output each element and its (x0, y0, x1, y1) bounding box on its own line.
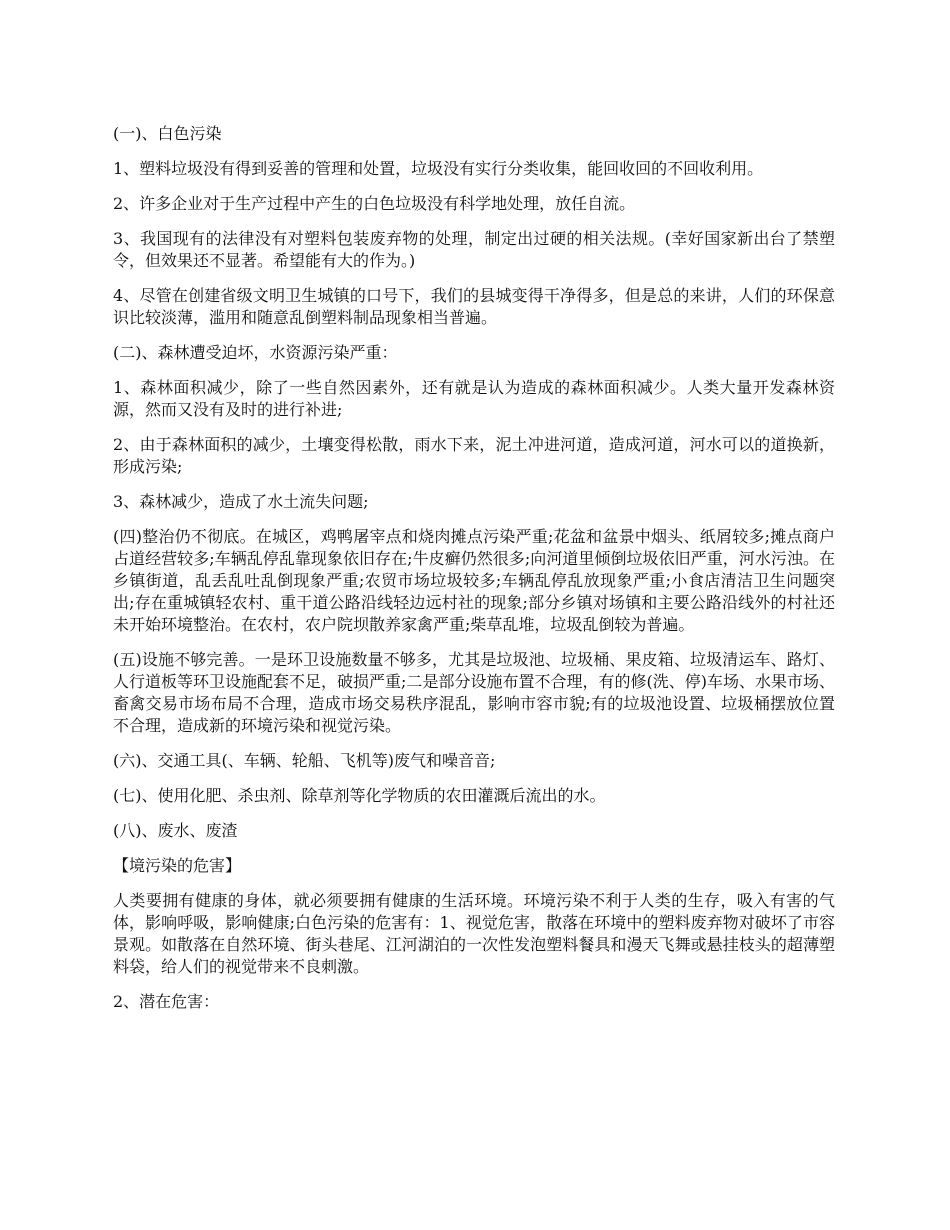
paragraph-enterprise-waste: 2、许多企业对于生产过程中产生的白色垃圾没有科学地处理，放任自流。 (113, 194, 636, 213)
paragraph-plastic-waste: 1、塑料垃圾没有得到妥善的管理和处置，垃圾没有实行分类收集，能回收回的不回收利用。 (113, 159, 764, 178)
paragraph-chemicals: (七)、使用化肥、杀虫剂、除草剂等化学物质的农田灌溉后流出的水。 (113, 786, 606, 805)
paragraph-soil: 2、由于森林面积的减少，土壤变得松散，雨水下来，泥土冲进河道，造成河道，河水可以的道换新，形成污染; (113, 435, 835, 476)
paragraph-erosion: 3、森林减少，造成了水土流失问题; (113, 492, 369, 511)
paragraph-rectification: (四)整治仍不彻底。在城区，鸡鸭屠宰点和烧肉摊点污染严重;花盆和盆景中烟头、纸屑较多;摊点商户占道经营较多;车辆乱停乱靠现象依旧存在;牛皮癣仍然很多;向河道里倾倒垃圾依旧严重，河水污浊。在乡镇街道，乱丢乱吐乱倒现象严重;农贸市场垃圾较多;车辆乱停乱放现象严重;小食店清洁卫生问题突出;存在重城镇轻农村、重干道公路沿线轻边远村社的现象;部分乡镇对场镇和主要公路沿线外的村社还未开始环境整治。在农村，农户院坝散养家禽严重;柴草乱堆，垃圾乱倒较为普遍。 (113, 527, 835, 634)
heading-forest-water: (二)、森林遭受迫坏，水资源污染严重： (113, 343, 398, 362)
paragraph-awareness: 4、尽管在创建省级文明卫生城镇的口号下，我们的县城变得干净得多，但是总的来讲，人们的环保意识比较淡薄，滥用和随意乱倒塑料制品现象相当普遍。 (113, 286, 835, 327)
paragraph-health: 人类要拥有健康的身体，就必须要拥有健康的生活环境。环境污染不利于人类的生存，吸入有害的气体，影响呼吸，影响健康;白色污染的危害有：1、视觉危害，散落在环境中的塑料废弃物对破坏了市容景观。如散落在自然环境、街头巷尾、江河湖泊的一次性发泡塑料餐具和漫天飞舞或悬挂枝头的超薄塑料袋，给人们的视觉带来不良刺激。 (113, 891, 835, 976)
document-body (113, 123, 835, 1026)
paragraph-transport: (六)、交通工具(、车辆、轮船、飞机等)废气和噪音音; (113, 751, 496, 770)
heading-white-pollution: (一)、白色污染 (113, 124, 222, 143)
paragraph-waste-residue: (八)、废水、废渣 (113, 821, 238, 840)
paragraph-potential-hazards: 2、潜在危害： (113, 992, 220, 1011)
paragraph-laws: 3、我国现有的法律没有对塑料包装废弃物的处理，制定出过硬的相关法规。(幸好国家新出台了禁塑令，但效果还不显著。希望能有大的作为。) (113, 229, 835, 270)
heading-hazards: 【境污染的危害】 (113, 856, 242, 875)
paragraph-forest-area: 1、森林面积减少，除了一些自然因素外，还有就是认为造成的森林面积减少。人类大量开发森林资源，然而又没有及时的进行补进; (113, 378, 835, 419)
paragraph-facilities: (五)设施不够完善。一是环卫设施数量不够多，尤其是垃圾池、垃圾桶、果皮箱、垃圾清运车、路灯、人行道板等环卫设施配套不足，破损严重;二是部分设施布置不合理，有的修(洗、停)车场、水果市场、畜禽交易市场布局不合理，造成市场交易秩序混乱，影响市容市貌;有的垃圾池设置、垃圾桶摆放位置不合理，造成新的环境污染和视觉污染。 (113, 650, 835, 735)
